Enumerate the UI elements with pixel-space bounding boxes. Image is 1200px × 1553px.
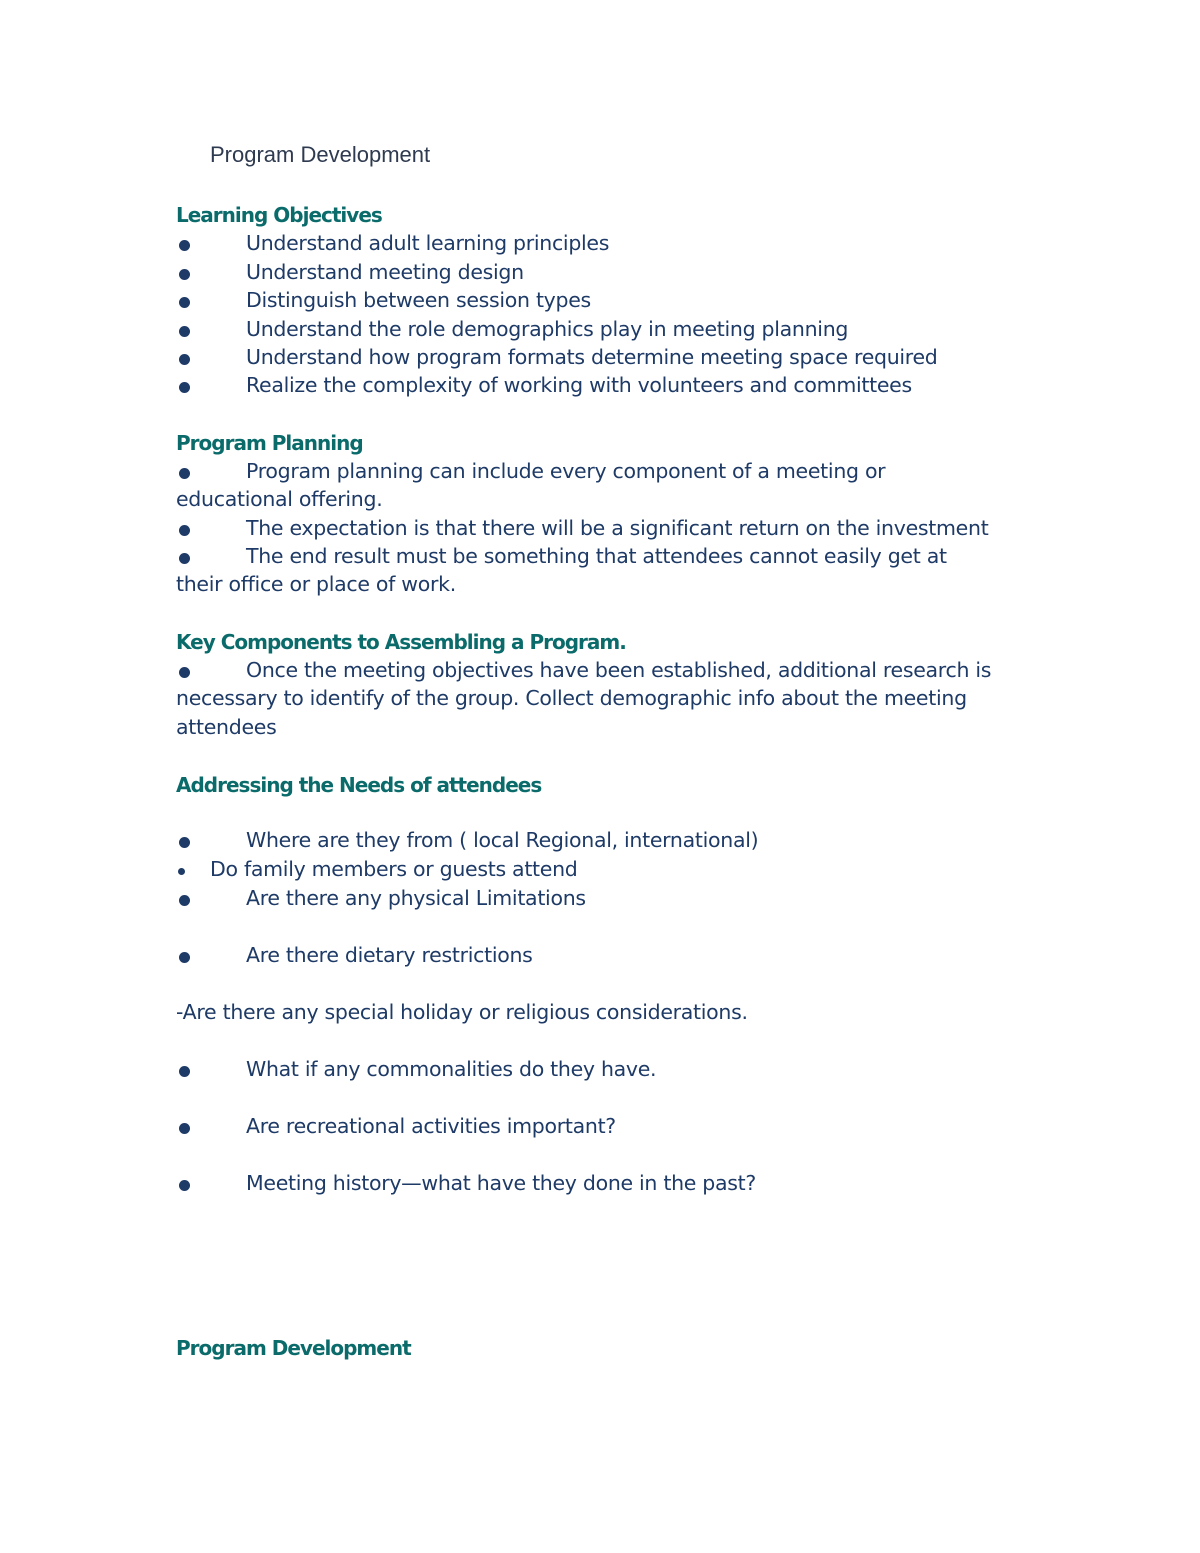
bullet-icon — [179, 269, 190, 280]
list-item-continuation: their office or place of work. — [176, 572, 456, 596]
list-item-continuation: educational offering. — [176, 487, 383, 511]
bullet-icon — [179, 354, 190, 365]
bullet-icon — [179, 240, 190, 251]
dash-list-item: -Are there any special holiday or religious considerations. — [176, 1000, 748, 1024]
bullet-icon — [179, 1123, 190, 1134]
bullet-icon — [179, 837, 190, 848]
bullet-icon — [179, 468, 190, 479]
bullet-icon — [179, 1066, 190, 1077]
list-item-continuation: necessary to identify of the group. Collect demographic info about the meeting — [176, 686, 967, 710]
program-development-heading: Program Development — [176, 1336, 411, 1360]
bullet-icon — [179, 382, 190, 393]
key-components-heading: Key Components to Assembling a Program. — [176, 630, 626, 654]
bullet-icon — [179, 553, 190, 564]
page-title: Program Development — [210, 142, 431, 167]
program-planning-heading: Program Planning — [176, 431, 363, 455]
bullet-icon — [179, 952, 190, 963]
bullet-icon — [179, 895, 190, 906]
bullet-icon — [179, 326, 190, 337]
bullet-icon — [179, 525, 190, 536]
bullet-icon — [178, 868, 185, 875]
bullet-icon — [179, 667, 190, 678]
addressing-needs-heading: Addressing the Needs of attendees — [176, 773, 542, 797]
bullet-icon — [179, 1180, 190, 1191]
bullet-icon — [179, 297, 190, 308]
list-item-continuation: attendees — [176, 715, 277, 739]
learning-objectives-heading: Learning Objectives — [176, 203, 382, 227]
